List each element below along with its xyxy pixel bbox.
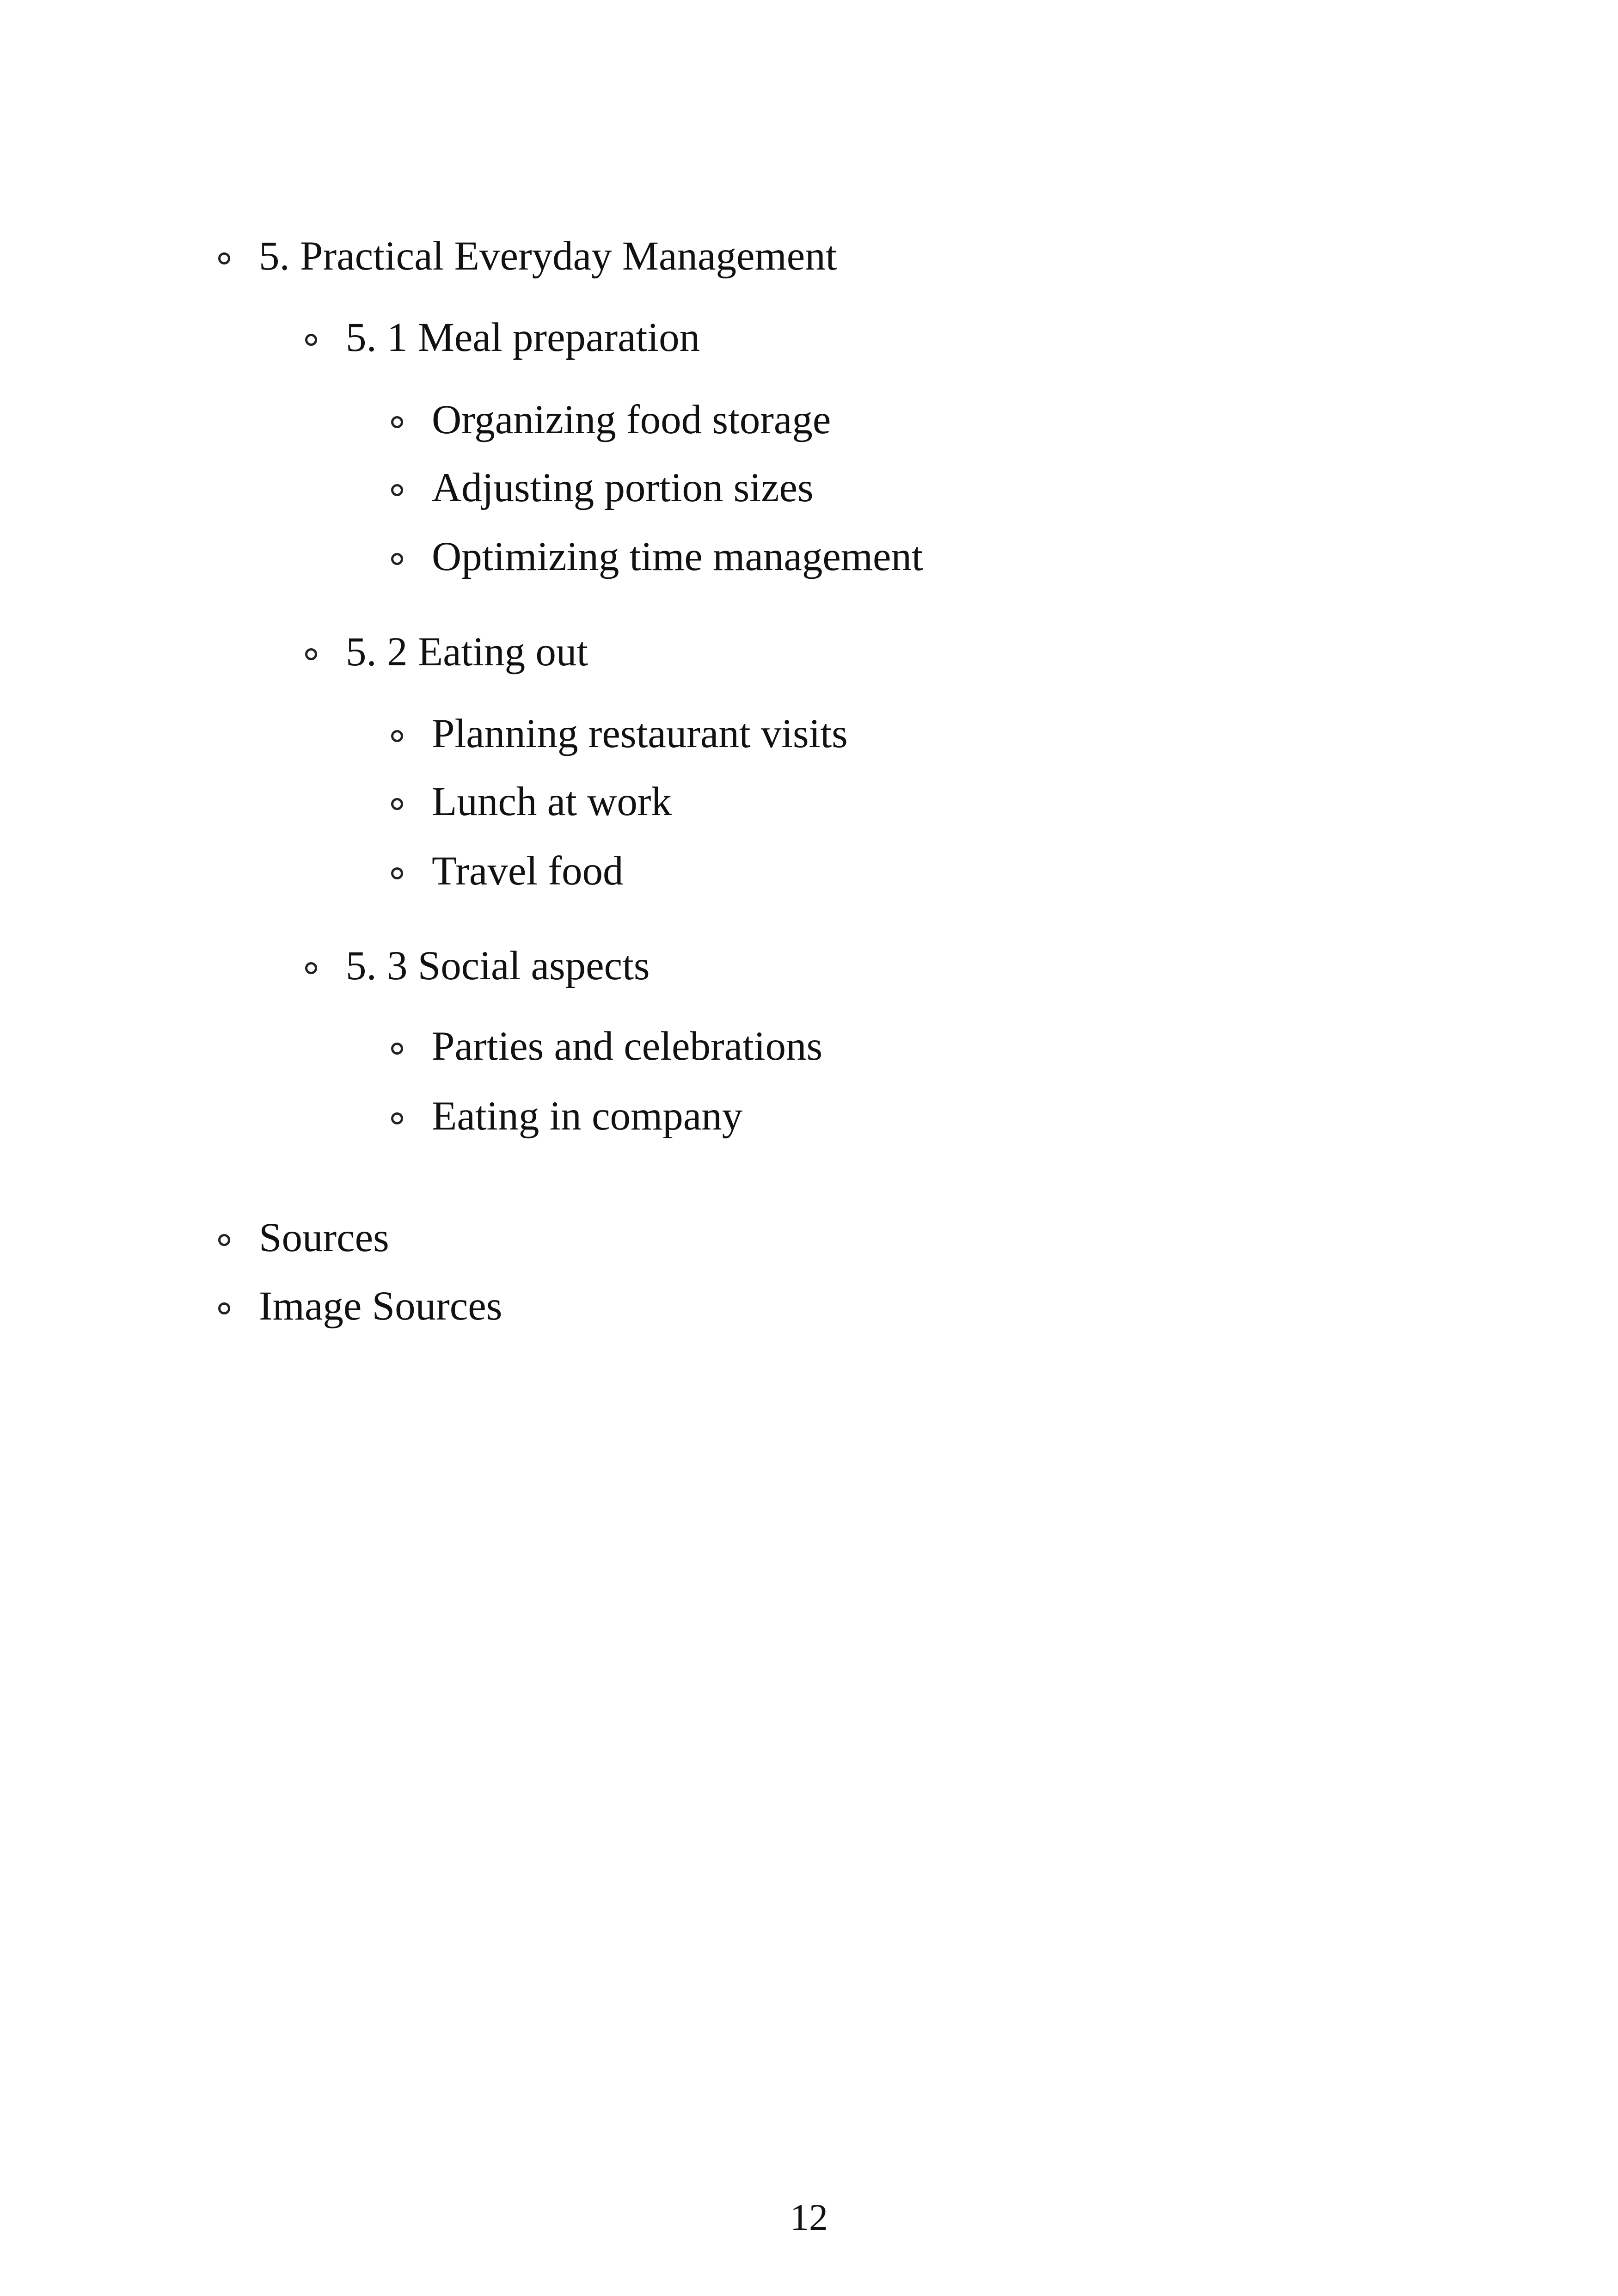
toc-item-label: 5. Practical Everyday Management xyxy=(259,233,837,279)
toc-item-label: Optimizing time management xyxy=(432,534,923,579)
toc-item-meal-preparation xyxy=(305,317,700,358)
hollow-circle-bullet-icon xyxy=(391,1112,403,1124)
toc-item-parties-and-celebrations xyxy=(391,1026,822,1067)
hollow-circle-bullet-icon xyxy=(305,648,317,660)
toc-item-label: Lunch at work xyxy=(432,779,672,824)
hollow-circle-bullet-icon xyxy=(391,867,403,879)
toc-item-sources xyxy=(218,1217,389,1259)
toc-item-adjusting-portion-sizes xyxy=(391,467,814,509)
page-number: 12 xyxy=(790,2196,828,2238)
hollow-circle-bullet-icon xyxy=(218,1302,230,1314)
toc-item-label: Planning restaurant visits xyxy=(432,711,848,756)
toc-item-label: 5. 2 Eating out xyxy=(346,629,588,675)
toc-item-label: Parties and celebrations xyxy=(432,1024,823,1069)
hollow-circle-bullet-icon xyxy=(305,962,317,974)
hollow-circle-bullet-icon xyxy=(391,553,403,565)
toc-item-label: 5. 1 Meal preparation xyxy=(346,315,700,360)
toc-item-optimizing-time-management xyxy=(391,536,923,577)
hollow-circle-bullet-icon xyxy=(218,1234,230,1246)
toc-item-label: 5. 3 Social aspects xyxy=(346,943,650,988)
toc-item-label: Travel food xyxy=(432,848,624,894)
hollow-circle-bullet-icon xyxy=(391,484,403,496)
toc-item-eating-in-company xyxy=(391,1093,743,1139)
hollow-circle-bullet-icon xyxy=(391,730,403,742)
toc-item-lunch-at-work xyxy=(391,781,672,823)
toc-item-label: Adjusting portion sizes xyxy=(432,465,814,510)
toc-item-label: Image Sources xyxy=(259,1283,503,1329)
toc-item-label: Sources xyxy=(259,1215,389,1260)
hollow-circle-bullet-icon xyxy=(391,1043,403,1055)
toc-item-image-sources xyxy=(218,1283,503,1329)
toc-item-organizing-food-storage xyxy=(391,399,831,441)
toc-item-label: Eating in company xyxy=(432,1093,743,1139)
hollow-circle-bullet-icon xyxy=(391,798,403,810)
toc-item-travel-food xyxy=(391,848,624,894)
toc-item-practical-everyday-management xyxy=(218,233,837,279)
toc-item-planning-restaurant-visits xyxy=(391,713,848,755)
hollow-circle-bullet-icon xyxy=(305,334,317,346)
toc-item-eating-out xyxy=(305,629,588,675)
toc-item-label: Organizing food storage xyxy=(432,397,831,442)
hollow-circle-bullet-icon xyxy=(218,252,230,264)
hollow-circle-bullet-icon xyxy=(391,416,403,428)
toc-item-social-aspects xyxy=(305,945,650,987)
